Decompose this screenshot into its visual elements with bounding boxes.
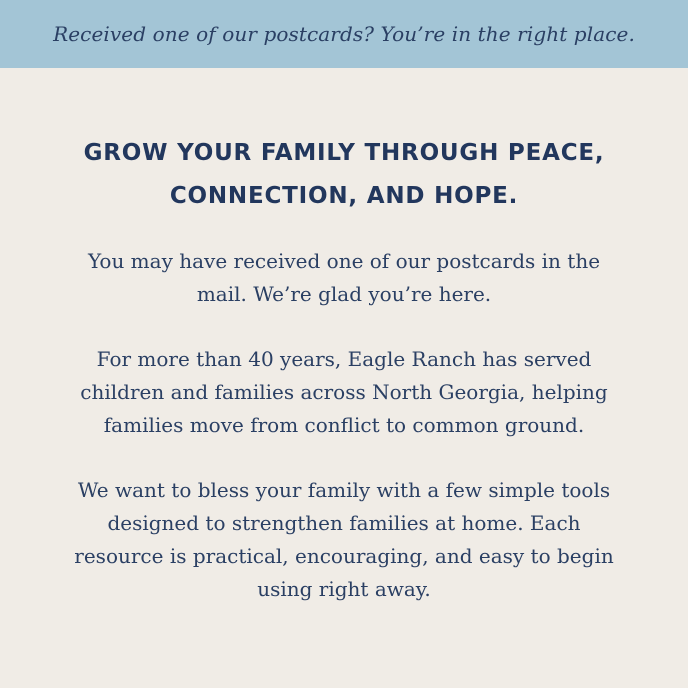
main-content <box>0 132 688 606</box>
top-banner <box>0 0 688 68</box>
banner-text: Received one of our postcards? You’re in the right place. <box>53 22 635 46</box>
intro-paragraph: You may have received one of our postcards in the mail. We’re glad you’re here. <box>87 249 601 306</box>
resources-paragraph: We want to bless your family with a few simple tools designed to strengthen families at home. Each resource is practical, encouraging, and easy to begin using right away. <box>74 478 614 601</box>
page-headline: GROW YOUR FAMILY THROUGH PEACE, CONNECTION, AND HOPE. <box>83 140 605 209</box>
history-paragraph: For more than 40 years, Eagle Ranch has served children and families across North Georgia, helping families move from conflict to common ground. <box>80 347 608 437</box>
